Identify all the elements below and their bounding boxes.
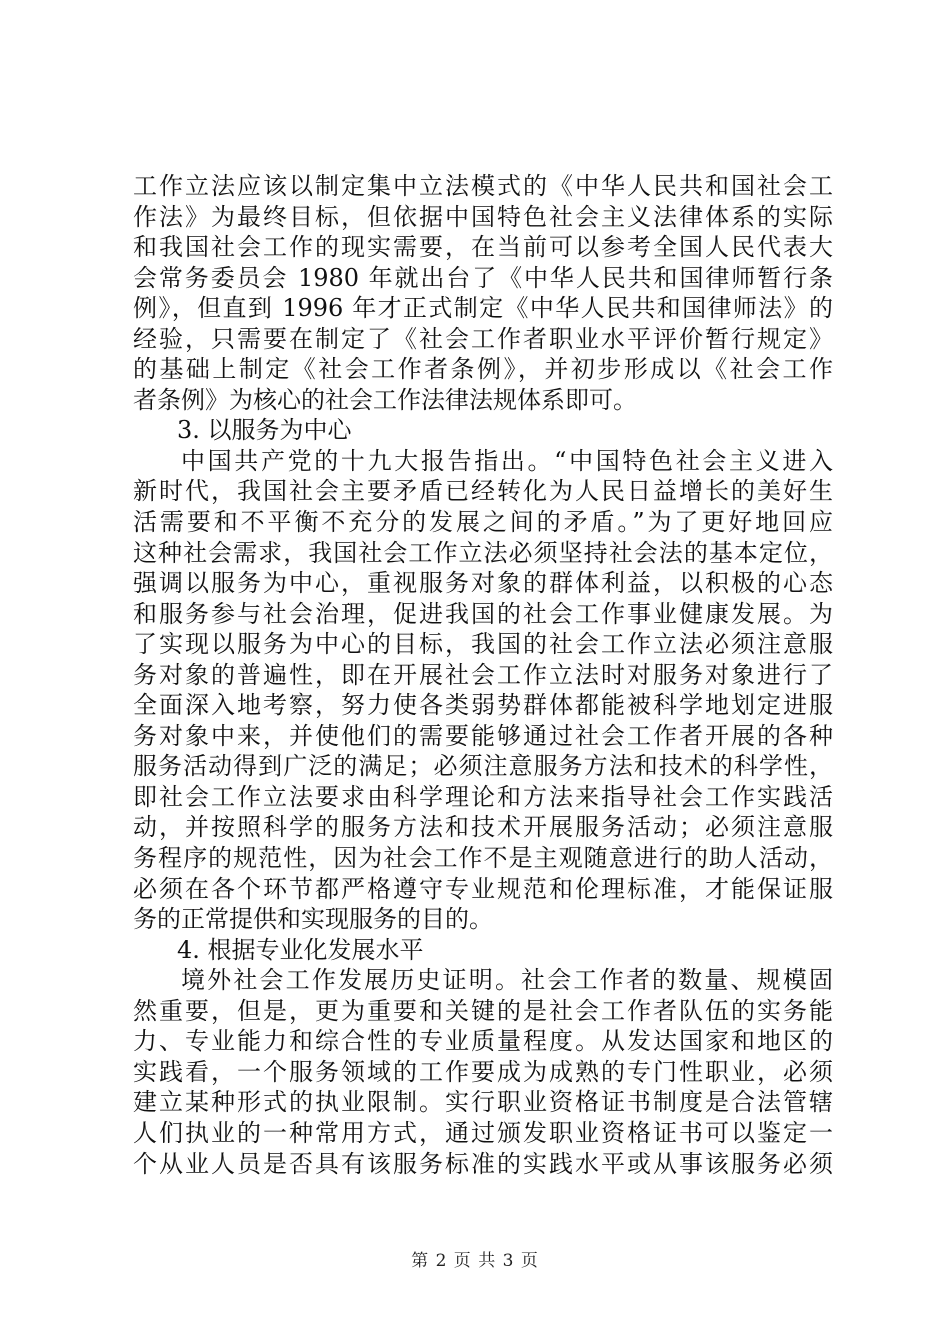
text-line: 者条例》为核心的社会工作法律法规体系即可。 (133, 385, 637, 414)
text-line: 务对象的普遍性，即在开展社会工作立法时对服务对象进行了 (133, 660, 833, 689)
section-heading: 3. 以服务为中心 (177, 416, 352, 445)
text-line: 个从业人员是否具有该服务标准的实践水平或从事该服务必须 (133, 1149, 833, 1178)
text-line: 务的正常提供和实现服务的目的。 (133, 905, 493, 934)
text-line: 实践看，一个服务领域的工作要成为成熟的专门性职业，必须 (133, 1057, 833, 1086)
text-line: 这种社会需求，我国社会工作立法必须坚持社会法的基本定位， (133, 538, 833, 567)
text-line: 人们执业的一种常用方式，通过颁发职业资格证书可以鉴定一 (133, 1118, 833, 1147)
text-line: 全面深入地考察，努力使各类弱势群体都能被科学地划定进服 (133, 691, 833, 720)
text-line: 活需要和不平衡不充分的发展之间的矛盾。”为了更好地回应 (133, 508, 833, 537)
text-line: 新时代，我国社会主要矛盾已经转化为人民日益增长的美好生 (133, 477, 833, 506)
text-line: 例》，但直到 1996 年才正式制定《中华人民共和国律师法》的 (133, 294, 833, 323)
text-line: 境外社会工作发展历史证明。社会工作者的数量、规模固 (181, 966, 833, 995)
page-footer: 第 2 页 共 3 页 (411, 1251, 539, 1271)
text-line: 务程序的规范性，因为社会工作不是主观随意进行的助人活动， (133, 844, 833, 873)
text-line: 工作立法应该以制定集中立法模式的《中华人民共和国社会工 (133, 172, 833, 200)
document-body (133, 171, 833, 1179)
text-line: 建立某种形式的执业限制。实行职业资格证书制度是合法管辖 (133, 1088, 833, 1117)
section-heading: 4. 根据专业化发展水平 (177, 935, 424, 964)
text-line: 然重要，但是，更为重要和关键的是社会工作者队伍的实务能 (133, 996, 833, 1025)
text-line: 强调以服务为中心，重视服务对象的群体利益，以积极的心态 (133, 569, 833, 598)
text-line: 会常务委员会 1980 年就出台了《中华人民共和国律师暂行条 (133, 263, 833, 292)
text-line: 和我国社会工作的现实需要，在当前可以参考全国人民代表大 (133, 233, 833, 262)
text-line: 动，并按照科学的服务方法和技术开展服务活动；必须注意服 (133, 813, 833, 842)
text-line: 的基础上制定《社会工作者条例》，并初步形成以《社会工作 (133, 355, 833, 384)
text-line: 经验，只需要在制定了《社会工作者职业水平评价暂行规定》 (133, 324, 833, 353)
text-line: 必须在各个环节都严格遵守专业规范和伦理标准，才能保证服 (133, 874, 833, 903)
text-line: 即社会工作立法要求由科学理论和方法来指导社会工作实践活 (133, 782, 833, 811)
text-line: 了实现以服务为中心的目标，我国的社会工作立法必须注意服 (133, 630, 833, 659)
text-line: 力、专业能力和综合性的专业质量程度。从发达国家和地区的 (133, 1027, 833, 1056)
text-line: 服务活动得到广泛的满足；必须注意服务方法和技术的科学性， (133, 752, 833, 781)
text-line: 务对象中来，并使他们的需要能够通过社会工作者开展的各种 (133, 721, 833, 750)
text-line: 和服务参与社会治理，促进我国的社会工作事业健康发展。为 (133, 599, 833, 628)
text-line: 作法》为最终目标，但依据中国特色社会主义法律体系的实际 (133, 202, 833, 231)
text-line: 中国共产党的十九大报告指出。“中国特色社会主义进入 (181, 446, 833, 475)
